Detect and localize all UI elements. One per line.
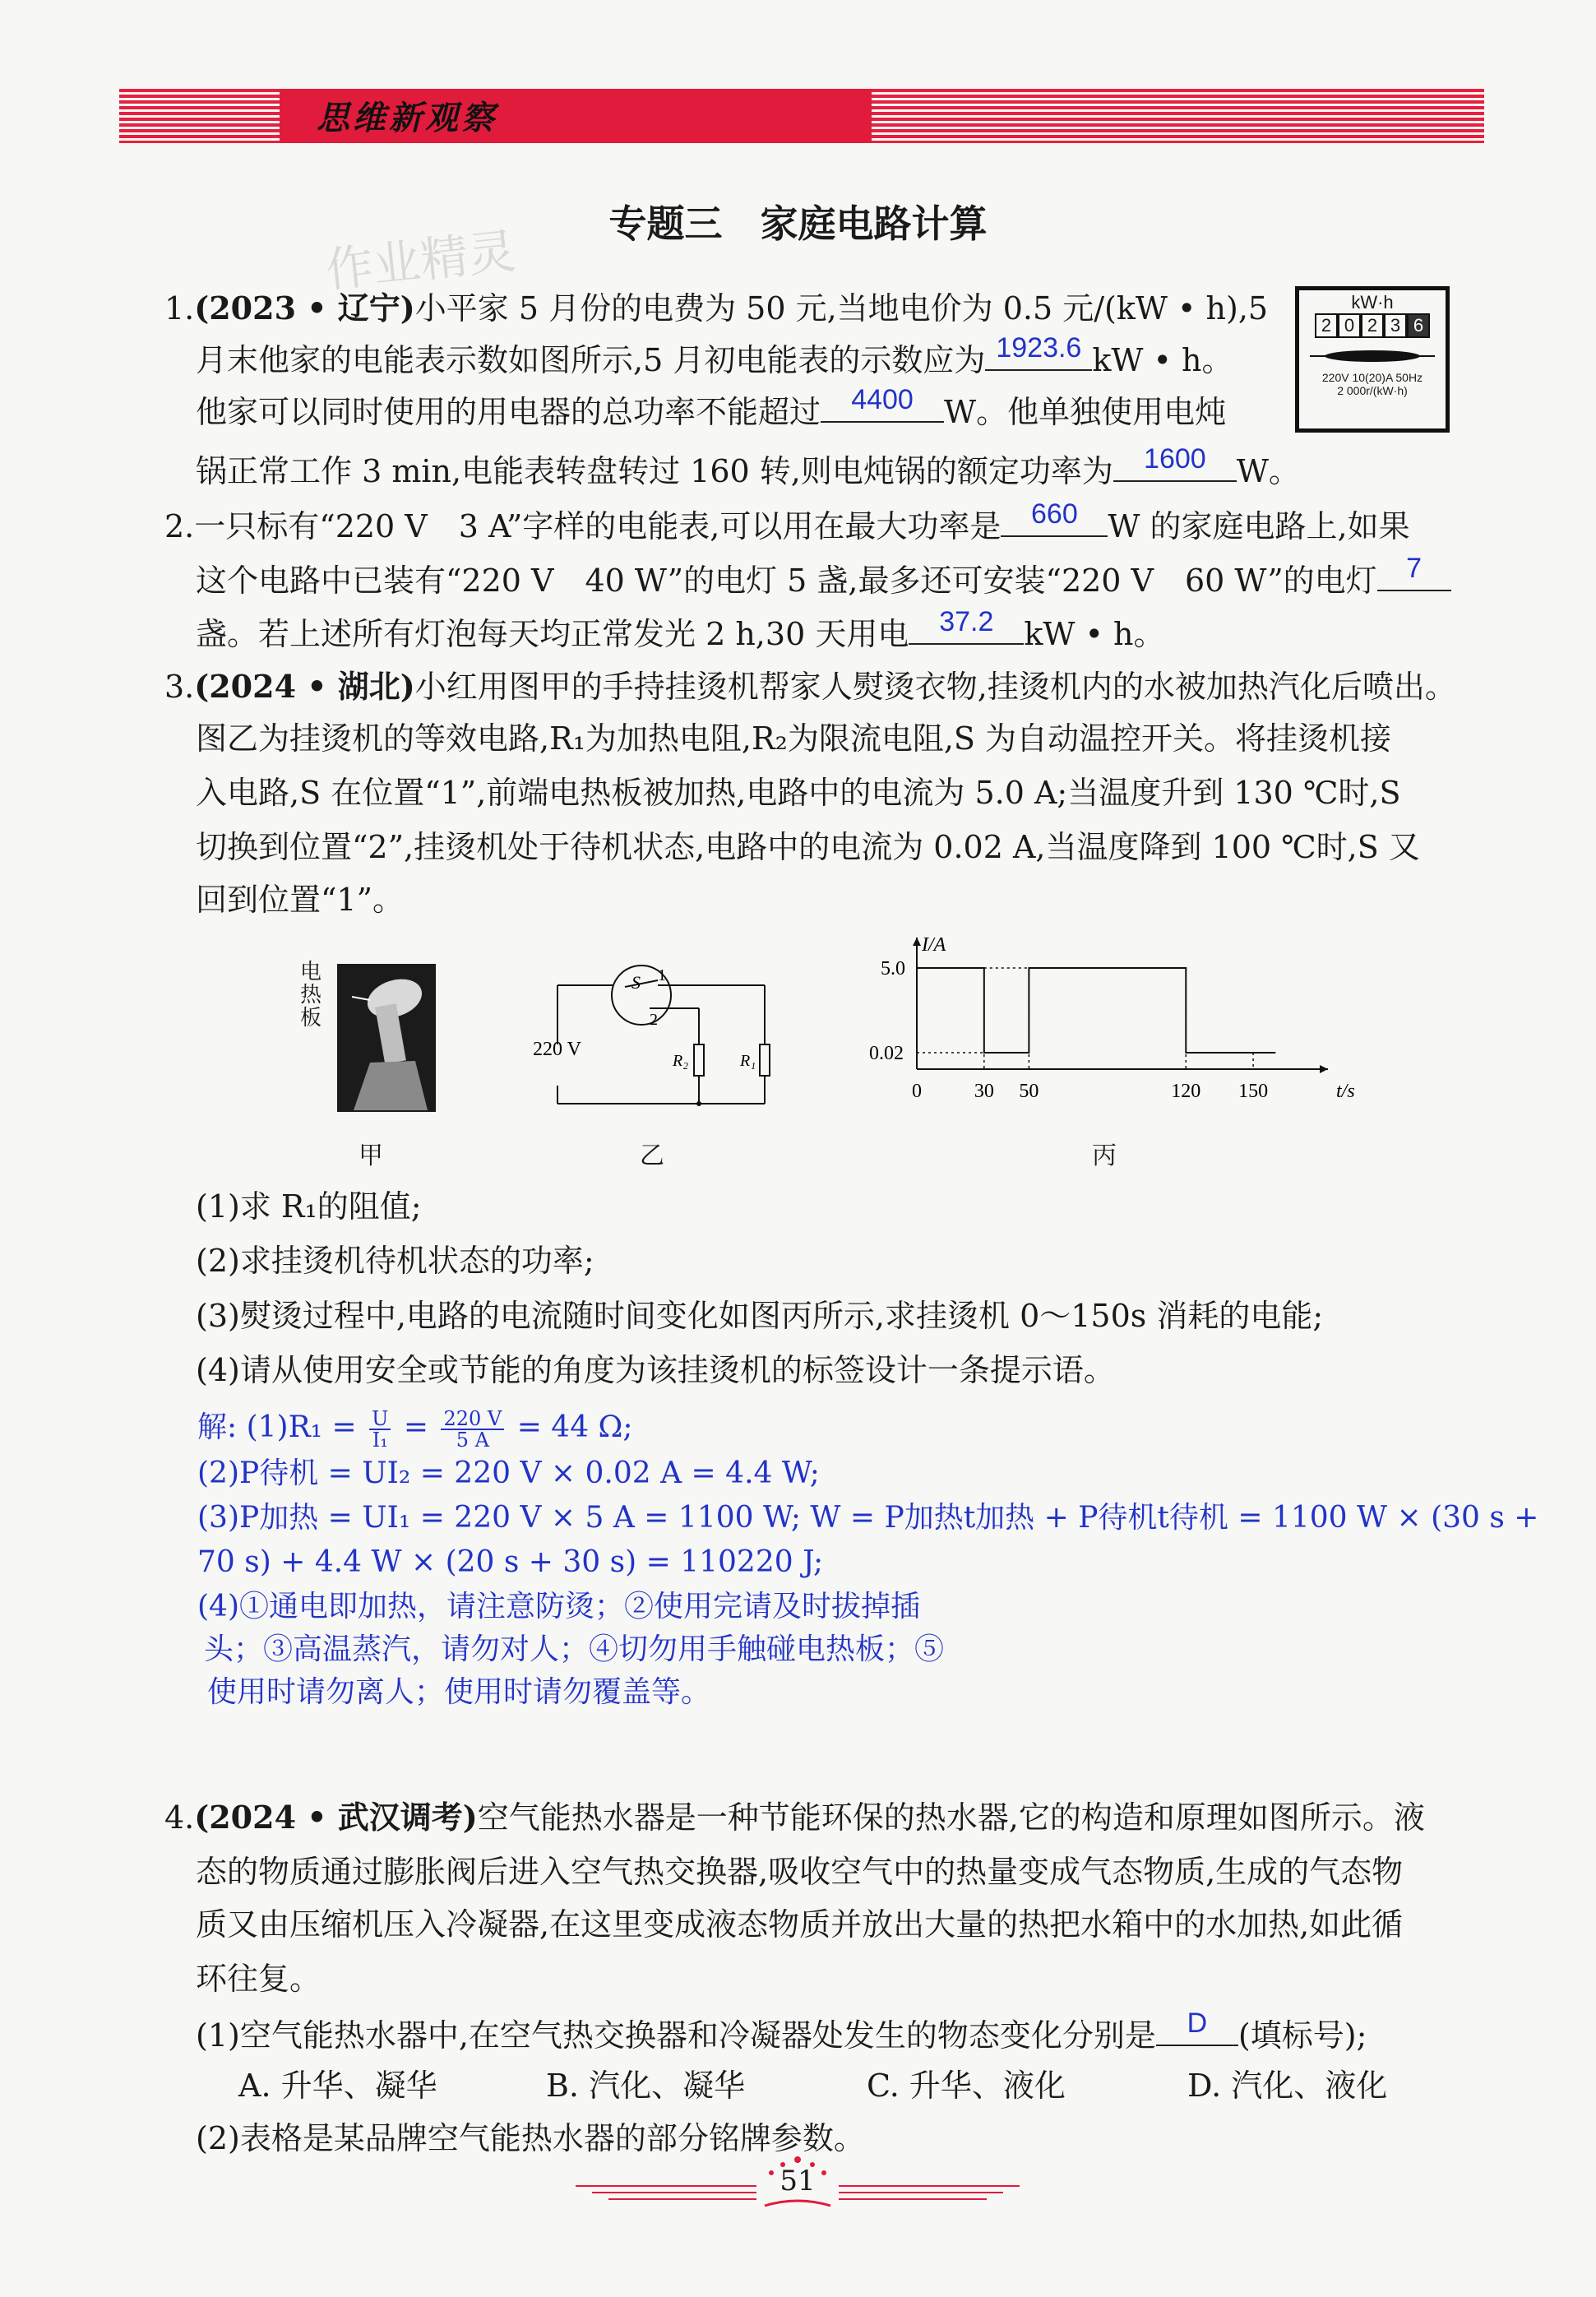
watermark: 作业精灵 — [322, 223, 519, 299]
solution-line-4: 70 s) + 4.4 W × (20 s + 30 s) = 110220 J; — [197, 1545, 824, 1579]
q4-number: 4. — [164, 1799, 195, 1836]
q4-option-a: A. 升华、凝华 — [238, 2068, 437, 2104]
current-time-chart — [855, 929, 1373, 1127]
q4-option-c: C. 升华、液化 — [867, 2068, 1066, 2104]
x-tick-label: 150 — [1238, 1081, 1269, 1102]
circuit-diagram — [526, 962, 773, 1118]
q1-line-4: 锅正常工作 3 min,电能表转盘转过 160 转,则电炖锅的额定功率为 1600 W。 — [196, 443, 1300, 489]
x-axis-label: t/s — [1336, 1081, 1355, 1102]
q2-line-3: 盏。若上述所有灯泡每天均正常发光 2 h,30 天用电 37.2 kW • h。 — [196, 606, 1165, 652]
x-tick-label: 30 — [974, 1081, 994, 1102]
solution-frac-2: $\frac{220 V}{5 A}$ — [441, 1409, 504, 1450]
fig-yi-caption: 乙 — [640, 1142, 664, 1170]
x-axis-arrow — [1320, 1065, 1328, 1073]
q3-line-5: 回到位置“1”。 — [196, 882, 405, 918]
y-axis-label: I/A — [922, 934, 946, 956]
meter-spec-1: 220V 10(20)A 50Hz — [1321, 371, 1423, 384]
q4-blank-1: D — [1156, 2008, 1238, 2046]
y-axis-arrow — [913, 938, 921, 946]
q3-line-2: 图乙为挂烫机的等效电路,R₁为加热电阻,R₂为限流电阻,S 为自动温控开关。将挂烫机接 — [196, 720, 1392, 757]
x-tick-label: 50 — [1019, 1081, 1039, 1102]
solution-line-5: (4)①通电即加热，请注意防烫；②使用完请及时拔掉插 — [197, 1590, 920, 1623]
solution-line-7: 使用时请勿离人；使用时请勿覆盖等。 — [207, 1675, 711, 1709]
q4-sub-1: (1)空气能热水器中,在空气热交换器和冷凝器处发生的物态变化分别是 D (填标号); — [196, 2008, 1367, 2054]
q2-blank-2: 7 — [1377, 553, 1451, 591]
q1-number: 1. — [164, 290, 195, 326]
y-tick-label: 0.02 — [869, 1043, 904, 1064]
q2-blank-3: 37.2 — [909, 607, 1024, 645]
solution-line-1: 解: (1)R₁ = $\frac{U}{\text{I₁}}$ = $\frac{220 V}{5 A}$ = 44 Ω; — [197, 1407, 633, 1452]
solution-frac-1: $\frac{U}{\text{I₁}}$ — [369, 1409, 391, 1450]
q1-blank-2: 4400 — [821, 385, 944, 423]
x-tick-label: 120 — [1171, 1081, 1201, 1102]
q3-sub-3: (3)熨烫过程中,电路的电流随时间变化如图丙所示,求挂烫机 0～150s 消耗的电能; — [196, 1298, 1324, 1334]
header-brand: 思维新观察 — [317, 99, 497, 137]
q1-source: (2023 • 辽宁) — [194, 289, 415, 326]
q4-option-d: D. 汽化、液化 — [1187, 2068, 1388, 2104]
fig-jia-caption: 甲 — [359, 1142, 383, 1170]
q3-sub-4: (4)请从使用安全或节能的角度为该挂烫机的标签设计一条提示语。 — [196, 1352, 1115, 1388]
q4-line-2: 态的物质通过膨胀阀后进入空气热交换器,吸收空气中的热量变成气态物质,生成的气态物 — [196, 1854, 1404, 1890]
q1-blank-3: 1600 — [1113, 444, 1237, 482]
solution-line-2: (2)P待机 = UI₂ = 220 V × 0.02 A = 4.4 W; — [197, 1456, 820, 1490]
steamer-photo — [337, 964, 436, 1112]
circuit-pos-1: 1 — [658, 966, 666, 984]
meter-digit: 2 — [1361, 313, 1384, 338]
q4-line-4: 环往复。 — [196, 1961, 322, 1997]
q1-line-1: 1.(2023 • 辽宁)小平家 5 月份的电费为 50 元,当地电价为 0.5 元/(kW • h),5 — [164, 289, 1269, 326]
solution-line-6: 头；③高温蒸汽，请勿对人；④切勿用手触碰电热板；⑤ — [204, 1632, 945, 1666]
q3-sub-2: (2)求挂烫机待机状态的功率; — [196, 1243, 594, 1279]
meter-digits — [1299, 313, 1446, 338]
q4-source: (2024 • 武汉调考) — [194, 1799, 478, 1836]
meter-disc-icon — [1303, 341, 1441, 371]
q4-line-1: 4.(2024 • 武汉调考)空气能热水器是一种节能环保的热水器,它的构造和原理如图所示。液 — [164, 1799, 1425, 1836]
q3-source: (2024 • 湖北) — [194, 668, 415, 705]
meter-digit: 3 — [1384, 313, 1407, 338]
q1-line-2: 月末他家的电能表示数如图所示,5 月初电能表的示数应为 1923.6 kW • h。 — [196, 332, 1233, 378]
circuit-voltage: 220 V — [533, 1039, 581, 1060]
q2-line-2: 这个电路中已装有“220 V 40 W”的电灯 5 盏,最多还可安装“220 V 60 W”的电灯 7 — [196, 553, 1451, 605]
q3-number: 3. — [164, 669, 195, 705]
q2-number: 2. — [164, 508, 195, 544]
circuit-r1-label: R₁ — [740, 1052, 756, 1070]
circuit-r2-label: R₂ — [673, 1052, 689, 1070]
q3-line-1: 3.(2024 • 湖北)小红用图甲的手持挂烫机帮家人熨烫衣物,挂烫机内的水被加热汽化后喷出。 — [164, 668, 1456, 705]
q3-line-3: 入电路,S 在位置“1”,前端电热板被加热,电路中的电流为 5.0 A;当温度升到 130 ℃时,S — [196, 775, 1401, 811]
fig-jia-label: 电热板 — [300, 960, 322, 1030]
q1-line-3: 他家可以同时使用的用电器的总功率不能超过 4400 W。他单独使用电炖 — [196, 384, 1227, 430]
fig-bing-caption: 丙 — [1092, 1142, 1117, 1170]
q3-sub-1: (1)求 R₁的阻值; — [196, 1188, 422, 1225]
electric-meter — [1295, 286, 1450, 433]
solution-line-3: (3)P加热 = UI₁ = 220 V × 5 A = 1100 W; W = P加热t加热 + P待机t待机 = 1100 W × (30 s + — [197, 1501, 1539, 1535]
q4-sub-2: (2)表格是某品牌空气能热水器的部分铭牌参数。 — [196, 2120, 865, 2156]
q4-line-3: 质又由压缩机压入冷凝器,在这里变成液态物质并放出大量的热把水箱中的水加热,如此循 — [196, 1906, 1404, 1943]
q2-line-1: 2.一只标有“220 V 3 A”字样的电能表,可以用在最大功率是 660 W 的家庭电路上,如果 — [164, 498, 1410, 544]
current-series-line — [917, 968, 1253, 1053]
x-tick-label: 0 — [912, 1081, 922, 1102]
q4-option-b: B. 汽化、凝华 — [546, 2068, 746, 2104]
circuit-switch-label: S — [631, 972, 641, 993]
q3-line-4: 切换到位置“2”,挂烫机处于待机状态,电路中的电流为 0.02 A,当温度降到 100 ℃时,S 又 — [196, 829, 1420, 865]
circuit-pos-2: 2 — [650, 1011, 658, 1029]
q2-blank-1: 660 — [1001, 499, 1108, 537]
meter-spec-2: 2 000r/(kW·h) — [1337, 384, 1408, 397]
meter-digit: 0 — [1338, 313, 1361, 338]
meter-digit: 2 — [1315, 313, 1338, 338]
y-tick-label: 5.0 — [881, 958, 905, 979]
meter-unit: kW·h — [1351, 292, 1394, 313]
q1-blank-1: 1923.6 — [985, 333, 1092, 371]
page-number: 51 — [779, 2165, 816, 2197]
meter-digit-red: 6 — [1407, 313, 1430, 338]
page-title: 专题三 家庭电路计算 — [608, 201, 988, 246]
